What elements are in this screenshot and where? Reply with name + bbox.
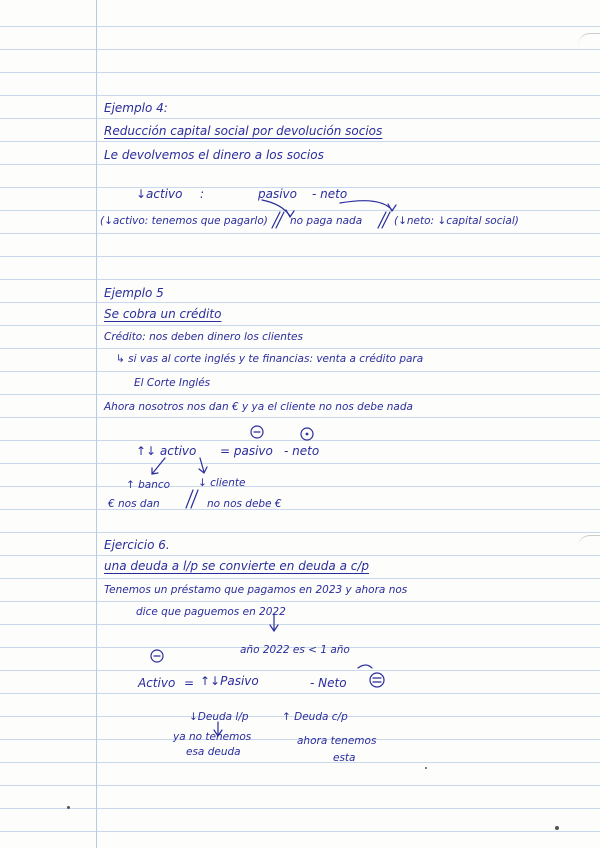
- arrow-to-banco: [152, 458, 165, 474]
- example5-text-line3: El Corte Inglés: [134, 377, 211, 389]
- double-slash: [378, 212, 390, 228]
- exercise6-equation-pasivo: ↑↓Pasivo: [200, 674, 259, 688]
- example4-equation-pasivo: pasivo: [258, 187, 297, 201]
- exercise6-note-cp-2: esta: [333, 752, 356, 764]
- exercise6-note-lp-1: ya no tenemos: [173, 731, 252, 743]
- example5-equation-pasivo: = pasivo: [220, 444, 273, 458]
- example5-text-line4: Ahora nosotros nos dan € y ya el cliente no nos debe nada: [104, 401, 413, 413]
- example5-cliente: ↓ cliente: [198, 477, 246, 489]
- example4-equation-activo: ↓activo: [136, 187, 183, 201]
- circled-sign: [301, 428, 313, 440]
- exercise6-text-line3: año 2022 es < 1 año: [240, 644, 350, 656]
- example5-text-line2: ↳ si vas al corte inglés y te financias: venta a crédito para: [116, 353, 424, 365]
- double-slash: [272, 212, 284, 228]
- exercise6-heading: Ejercicio 6.: [104, 538, 170, 552]
- example4-title: Reducción capital social por devolución socios: [104, 124, 383, 138]
- exercise6-equation-neto: - Neto: [310, 676, 347, 690]
- exercise6-text-line1: Tenemos un préstamo que pagamos en 2023 y ahora nos: [104, 584, 408, 596]
- double-slash: [186, 490, 198, 508]
- example5-nos-dan: € nos dan: [108, 498, 160, 510]
- example4-equation-neto: - neto: [312, 187, 348, 201]
- exercise6-text-line2: dice que paguemos en 2022: [136, 606, 286, 618]
- exercise6-deuda-lp: ↓Deuda l/p: [189, 711, 249, 723]
- exercise6-equation-activo: Activo: [138, 676, 176, 690]
- example4-explanation-pasivo: no paga nada: [290, 215, 363, 227]
- example5-heading: Ejemplo 5: [104, 286, 164, 300]
- example5-banco: ↑ banco: [126, 479, 171, 491]
- example5-no-nos-debe: no nos debe €: [207, 498, 282, 510]
- example5-equation-neto: - neto: [284, 444, 320, 458]
- arrow-pasivo-note: [262, 200, 290, 216]
- example4-equation-colon: :: [200, 187, 205, 201]
- example4-explanation-neto: (↓neto: ↓capital social): [394, 215, 519, 227]
- exercise6-title: una deuda a l/p se convierte en deuda a c/p: [104, 559, 370, 573]
- arrow-neto-note: [340, 201, 392, 210]
- example5-definition: Crédito: nos deben dinero los clientes: [104, 331, 303, 343]
- exercise6-deuda-cp: ↑ Deuda c/p: [282, 711, 348, 723]
- exercise6-note-cp-1: ahora tenemos: [297, 735, 377, 747]
- circled-sign: [370, 673, 384, 687]
- example4-explanation-activo: (↓activo: tenemos que pagarlo): [100, 215, 268, 227]
- example4-text: Le devolvemos el dinero a los socios: [104, 148, 324, 162]
- exercise6-note-lp-2: esa deuda: [186, 746, 241, 758]
- example5-title: Se cobra un crédito: [104, 307, 222, 321]
- example4-heading: Ejemplo 4:: [104, 101, 168, 115]
- exercise6-equation-equals: =: [184, 676, 195, 690]
- example5-equation-activo: ↑↓ activo: [136, 444, 197, 458]
